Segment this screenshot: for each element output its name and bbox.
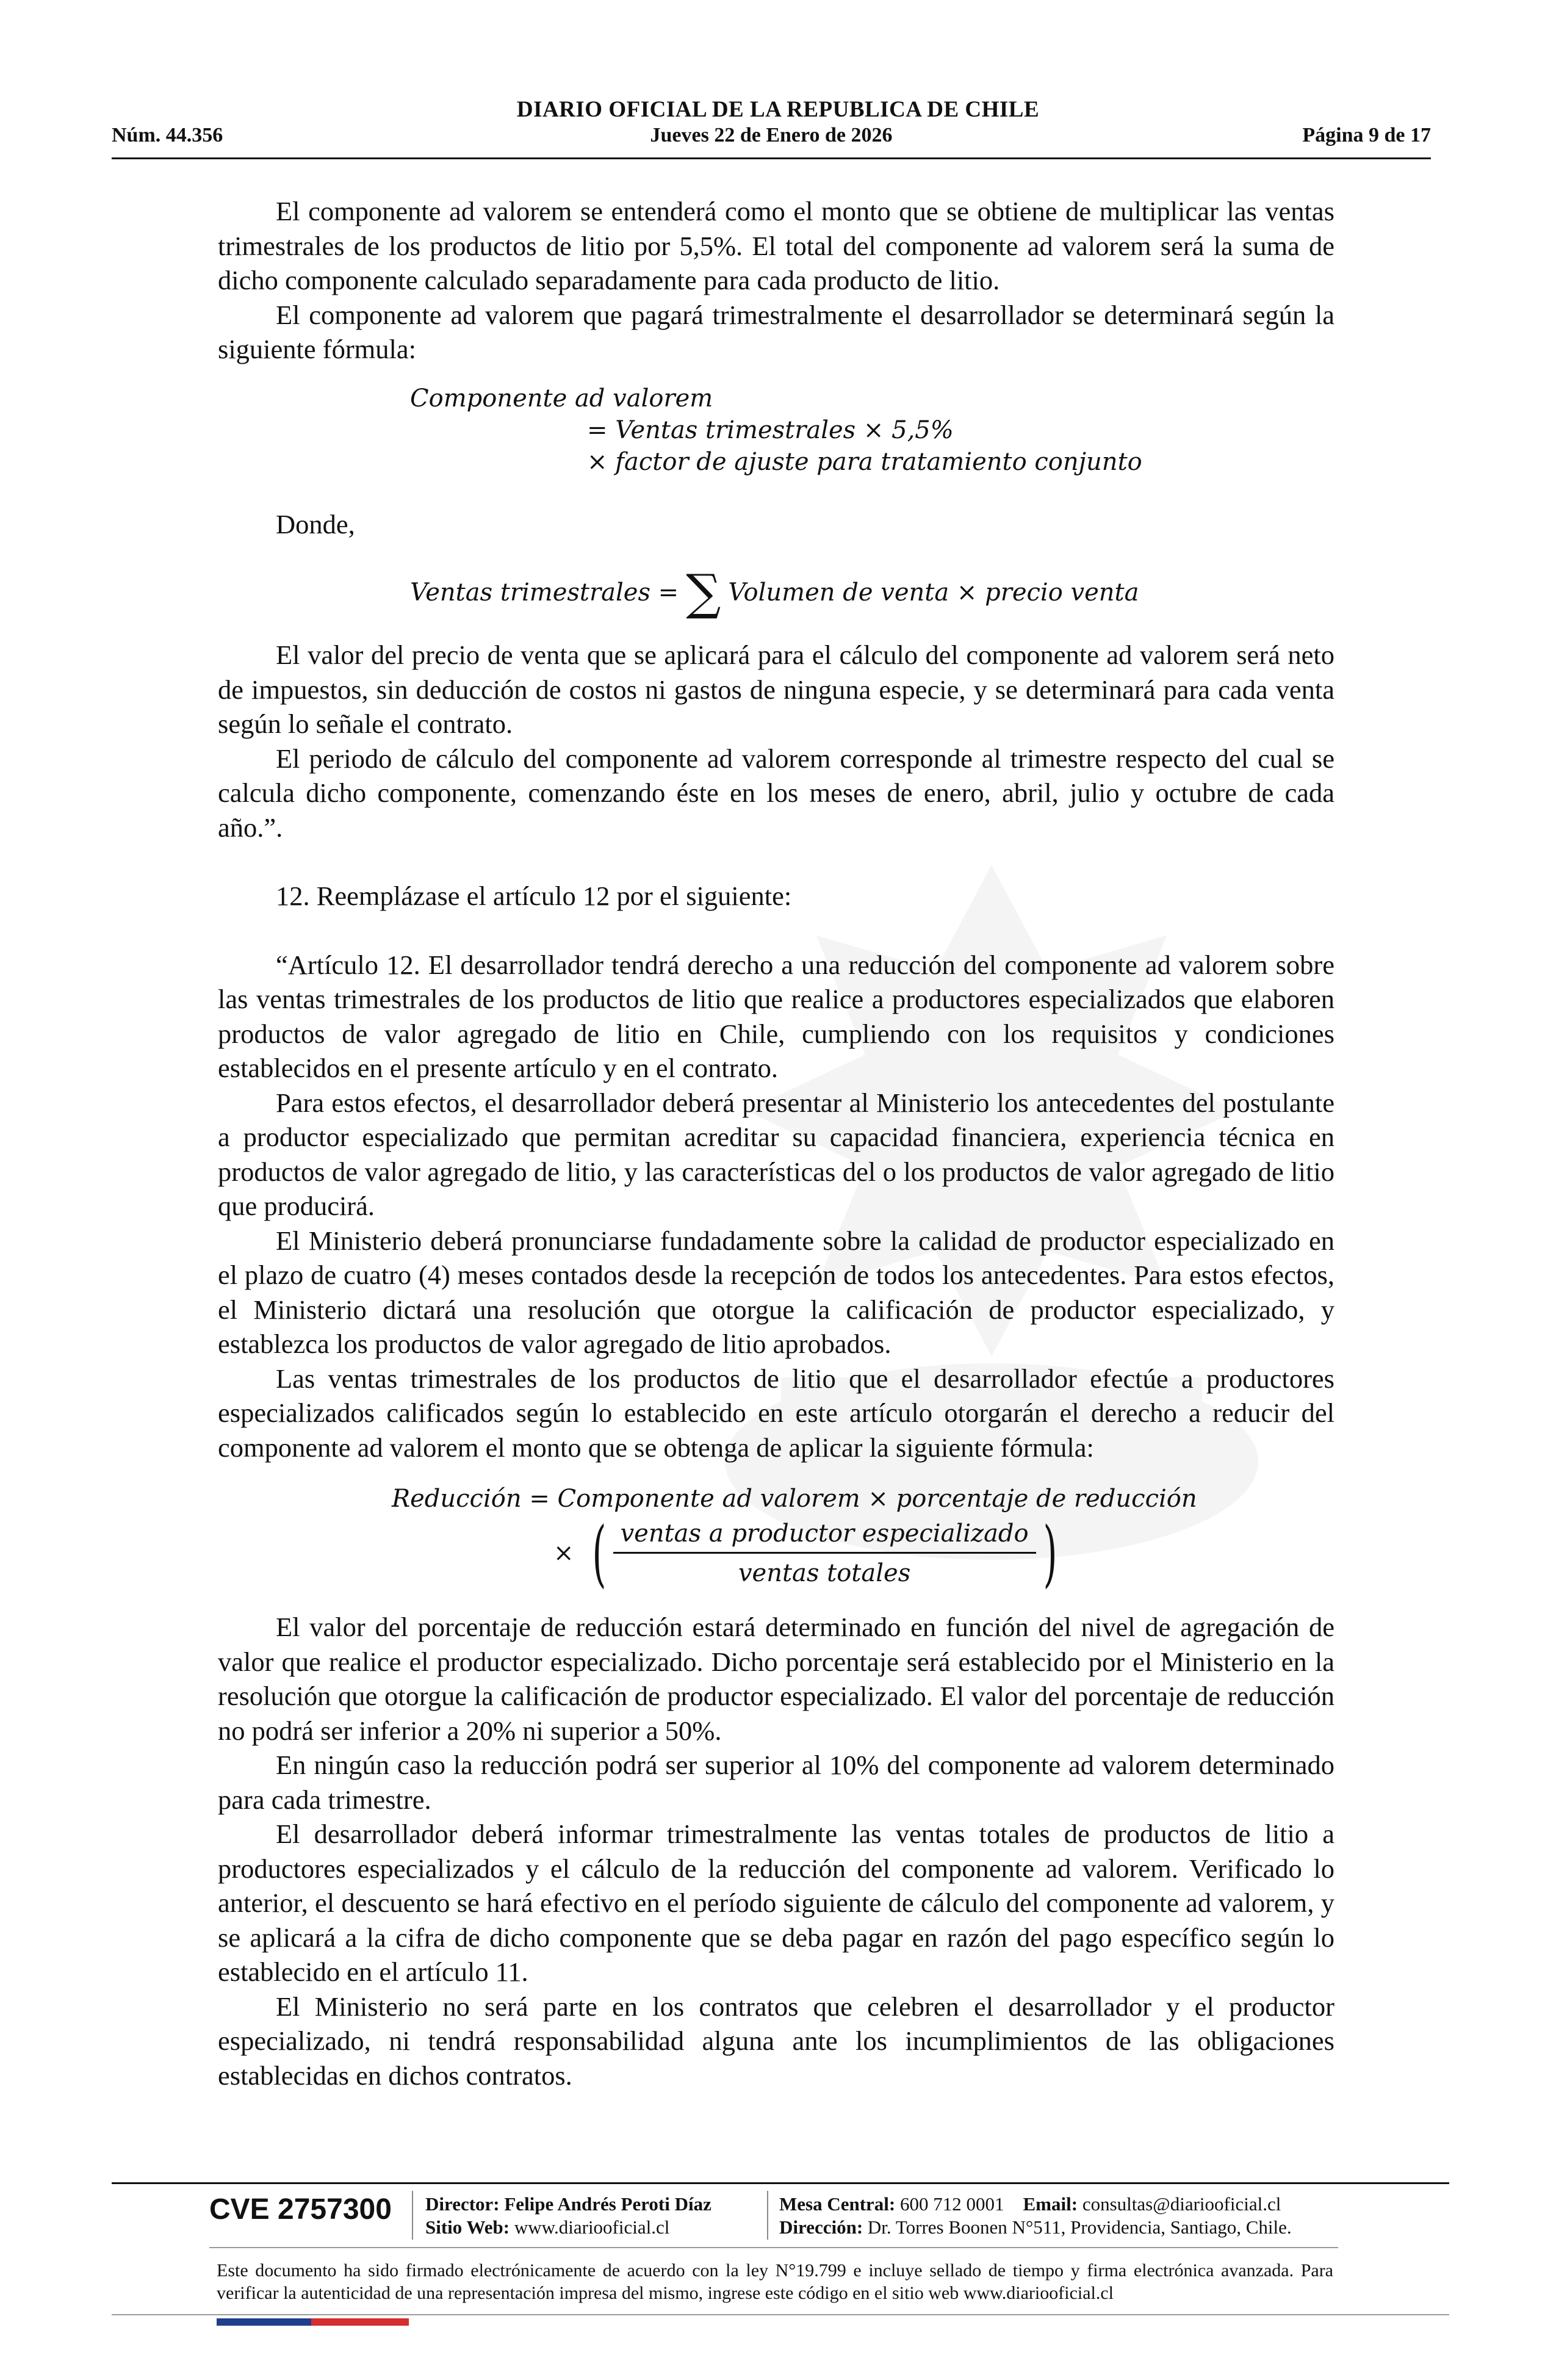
footer-bottom-divider <box>112 2314 1449 2315</box>
flag-stripe-red <box>311 2318 409 2326</box>
header-divider <box>112 157 1431 159</box>
footer-separator <box>767 2191 768 2240</box>
formula-fraction-line <box>553 1511 1334 1595</box>
footer-divider <box>112 2182 1449 2184</box>
cve-code: CVE 2757300 <box>209 2193 392 2226</box>
paragraph: El valor del precio de venta que se aplicará para el cálculo del componente ad valorem será neto de impuestos, sin deducción de costos ni gastos de ninguna especie, y se determinará para cada venta según lo señale el contrato. <box>218 640 1334 739</box>
summation-icon: ∑ <box>686 564 721 621</box>
address-label: Dirección: <box>779 2216 863 2238</box>
formula-line: × factor de ajuste para tratamiento conjunto <box>587 447 1142 476</box>
paragraph: El Ministerio deberá pronunciarse fundadamente sobre la calidad de productor especializado en el plazo de cuatro (4) meses contados desde la recepción de todos los antecedentes. Para estos efectos, el Ministerio dictará una resolución que otorgue la calificación de productor especializado, y establezca los productos de valor agregado de litio aprobados. <box>218 1225 1334 1359</box>
paragraph: El componente ad valorem se entenderá como el monto que se obtiene de multiplicar las ventas trimestrales de los productos de litio por 5,5%. El total del componente ad valorem será la suma de dicho componente calculado separadamente para cada producto de litio. <box>218 196 1334 295</box>
page-number: Página 9 de 17 <box>1302 124 1431 146</box>
formula-ad-valorem <box>410 383 1334 478</box>
fraction-group <box>585 1511 1064 1595</box>
paragraph: El Ministerio no será parte en los contratos que celebren el desarrollador y el productor especializado, ni tendrá responsabilidad alguna ante los incumplimientos de las obligaciones establecidas en dichos contratos. <box>218 1991 1334 2091</box>
footer-director-block <box>425 2193 711 2239</box>
newspaper-title: DIARIO OFICIAL DE LA REPUBLICA DE CHILE <box>516 97 1040 122</box>
fraction-denominator: ventas totales <box>738 1559 911 1587</box>
director-name: Felipe Andrés Peroti Díaz <box>504 2193 711 2215</box>
formula-line: Reducción = Componente ad valorem × porcentaje de reducción <box>392 1485 1197 1513</box>
formula-line: Componente ad valorem <box>410 384 713 413</box>
flag-stripe-blue <box>217 2318 311 2326</box>
footer-separator <box>412 2191 413 2240</box>
formula-reduccion <box>392 1483 1334 1595</box>
signature-note: Este documento ha sido firmado electrónicamente de acuerdo con la ley N°19.799 e incluye sellado de tiempo y firma electrónica avanzada. Para verificar la autenticidad de una representación impresa del mismo, ingrese este código en el sitio web www.diariooficial.cl <box>217 2260 1333 2303</box>
footer-contact-block <box>779 2193 1292 2239</box>
right-paren: ) <box>1043 1511 1057 1595</box>
fraction-numerator: ventas a productor especializado <box>613 1518 1036 1554</box>
phone-label: Mesa Central: <box>779 2193 896 2215</box>
times-symbol: × <box>553 1539 574 1567</box>
email-label: Email: <box>1023 2193 1078 2215</box>
director-label: Director: <box>425 2193 500 2215</box>
paragraph: En ningún caso la reducción podrá ser superior al 10% del componente ad valorem determinado para cada trimestre. <box>218 1750 1334 1815</box>
paragraph: “Artículo 12. El desarrollador tendrá derecho a una reducción del componente ad valorem sobre las ventas trimestrales de los productos de litio que realice a productores especializados que elaboren productos de valor agregado de litio en Chile, cumpliendo con los requisitos y condiciones establecidos en el presente artículo y en el contrato. <box>218 949 1334 1083</box>
header-row <box>112 124 1431 152</box>
paragraph: 12. Reemplázase el artículo 12 por el siguiente: <box>276 881 792 911</box>
donde-label: Donde, <box>276 508 355 539</box>
email-link[interactable]: consultas@diariooficial.cl <box>1082 2193 1281 2215</box>
phone-number: 600 712 0001 <box>900 2193 1004 2215</box>
fraction <box>613 1518 1036 1589</box>
paragraph: El periodo de cálculo del componente ad valorem corresponde al trimestre respecto del cual se calcula dicho componente, comenzando éste en los meses de enero, abril, julio y octubre de cada año.”. <box>218 743 1334 843</box>
formula-rhs: Volumen de venta × precio venta <box>728 579 1139 607</box>
paragraph: El desarrollador deberá informar trimestralmente las ventas totales de productos de litio a productores especializados y el cálculo de la reducción del componente ad valorem. Verificado lo anterior, el descuento se hará efectivo en el período siguiente de cálculo del componente ad valorem, y se aplicará a la cifra de dicho componente que se deba pagar en razón del pago específico según lo establecido en el artículo 11. <box>218 1819 1334 1987</box>
website-link[interactable]: www.diariooficial.cl <box>514 2216 670 2238</box>
footer-inner-divider <box>209 2247 1338 2248</box>
address-value: Dr. Torres Boonen N°511, Providencia, Santiago, Chile. <box>867 2216 1292 2238</box>
formula-ventas-trimestrales <box>410 564 1334 621</box>
formula-lhs: Ventas trimestrales = <box>410 579 679 607</box>
issue-date: Jueves 22 de Enero de 2026 <box>650 124 893 146</box>
website-label: Sitio Web: <box>425 2216 510 2238</box>
paragraph: El valor del porcentaje de reducción estará determinado en función del nivel de agregación de valor que realice el productor especializado. Dicho porcentaje será establecido por el Ministerio en la resolución que otorgue la calificación de productor especializado. El valor del porcentaje de reducción no podrá ser inferior a 20% ni superior a 50%. <box>218 1612 1334 1746</box>
paragraph: El componente ad valorem que pagará trimestralmente el desarrollador se determinará según la siguiente fórmula: <box>218 299 1334 364</box>
document-body <box>218 194 1334 2093</box>
left-paren: ( <box>592 1511 607 1595</box>
issue-number: Núm. 44.356 <box>112 124 223 146</box>
paragraph: Las ventas trimestrales de los productos de litio que el desarrollador efectúe a productores especializados calificados según lo establecido en este artículo otorgarán el derecho a reducir del componente ad valorem el monto que se obtenga de aplicar la siguiente fórmula: <box>218 1363 1334 1463</box>
paragraph: Para estos efectos, el desarrollador deberá presentar al Ministerio los antecedentes del postulante a productor especializado que permitan acreditar su capacidad financiera, experiencia técnica en productos de valor agregado de litio, y las características del o los productos de valor agregado de litio que producirá. <box>218 1087 1334 1221</box>
formula-line: = Ventas trimestrales × 5,5% <box>587 416 954 444</box>
